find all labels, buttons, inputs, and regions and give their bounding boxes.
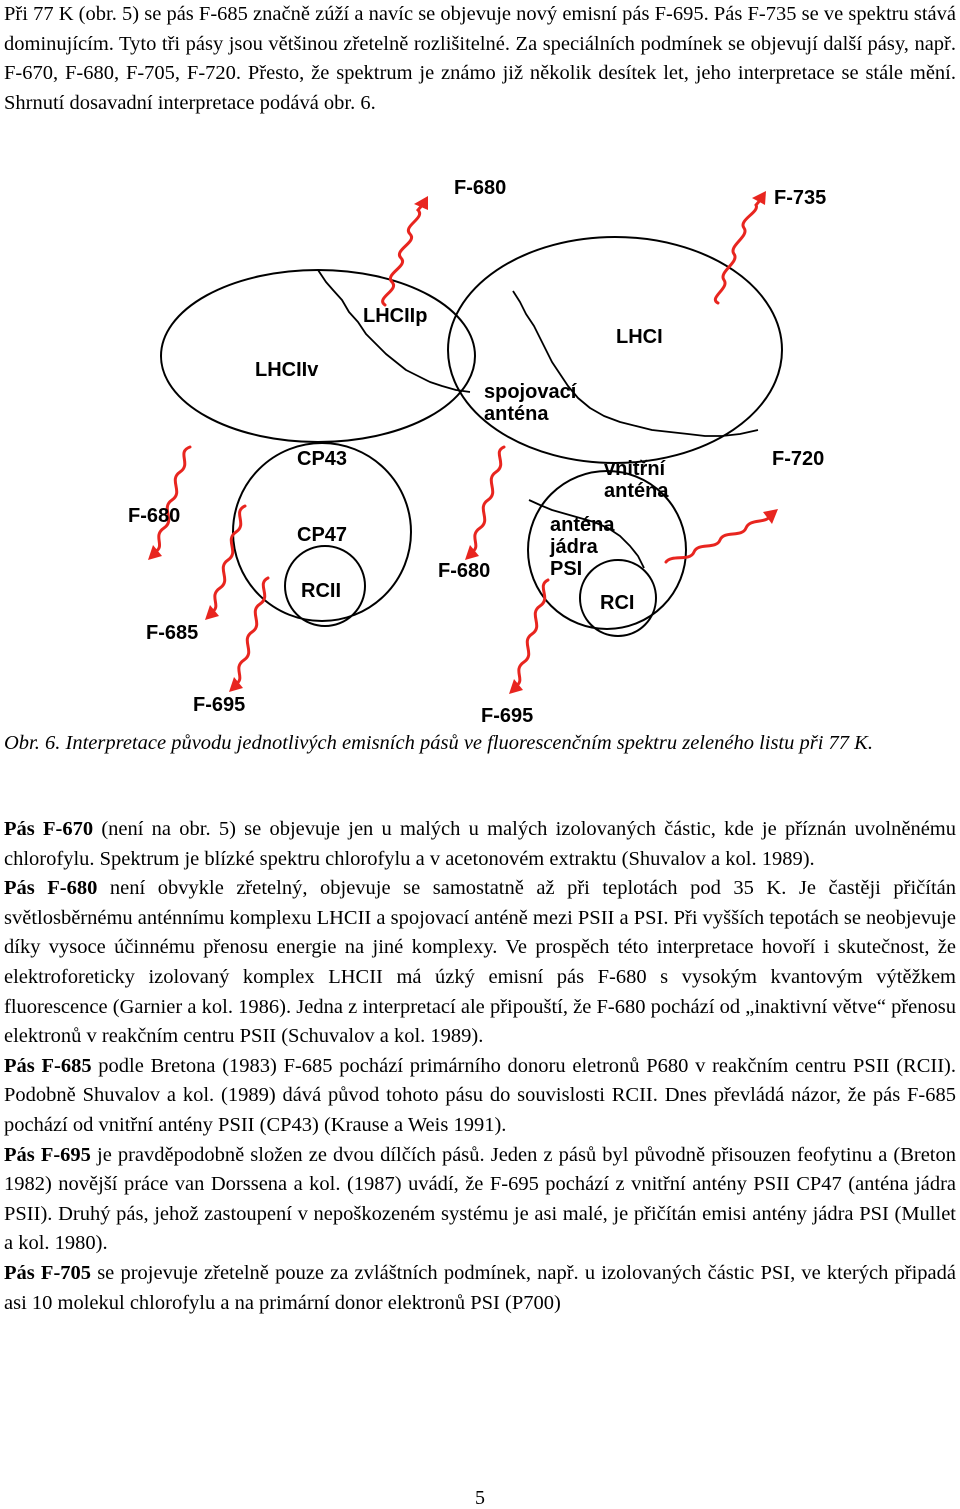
label-spojovaci: spojovací bbox=[484, 381, 577, 403]
emission-wave-f680-mid bbox=[472, 447, 504, 552]
label-vnitrni-antena: anténa bbox=[604, 480, 669, 502]
paragraph-lead: Pás F-685 bbox=[4, 1054, 92, 1077]
emission-wave-f695-right bbox=[516, 580, 548, 686]
label-spojovaci-antena: anténa bbox=[484, 403, 549, 425]
paragraph-f680 bbox=[4, 874, 956, 1052]
paragraph-text: podle Bretona (1983) F-685 pochází primárního donoru eletronů P680 v reakčním centru PSII (RCII). Podobně Shuvalov a kol. (1989) dává původ tohoto pásu do souvislosti RCII. Dnes převládá názor, že pás F-685 pochází od vnitřní antény PSII (CP43) (Krause a Weis 1991). bbox=[4, 1054, 956, 1136]
paragraph-text: není obvykle zřetelný, objevuje se samostatně až při teplotách pod 35 K. Je častěji přičítán světlosběrnému anténnímu komplexu LHCII a spojovací anténě mezi PSII a PSI. Při vyšších tepotách se neobjevuje díky vysoce účinnému přenosu energie na jiné komplexy. Ve prospěch této interpretace hovoří i skutečnost, že elektroforeticky izolovaný komplex LHCII má úzký emisní pás F-680 s vysokým kvantovým výtěžkem fluorescence (Garnier a kol. 1986). Jedna z interpretací ale připouští, že F-680 pochází od „inaktivní větve“ přenosu elektronů v reakčním centru PSII (Schuvalov a kol. 1989). bbox=[4, 877, 956, 1048]
label-lhci: LHCI bbox=[616, 326, 663, 348]
emission-wave-f695-left bbox=[236, 578, 268, 684]
paragraph-lead: Pás F-695 bbox=[4, 1143, 91, 1166]
paragraph-lead: Pás F-680 bbox=[4, 877, 98, 900]
label-antena-jadra-2: jádra bbox=[550, 536, 598, 558]
label-cp43: CP43 bbox=[297, 448, 348, 470]
intro-paragraph: Při 77 K (obr. 5) se pás F-685 značně zúží a navíc se objevuje nový emisní pás F-695. Pás F-735 se ve spektru stává dominujícím. Tyto tři pásy jsou většinou zřetelně rozlišitelné. Za speciálních podmínek se objevují další pásy, např. F-670, F-680, F-705, F-720. Přesto, že spektrum je známo již několik desítek let, jeho interpretace se stále mění. Shrnutí dosavadní interpretace podává obr. 6. bbox=[4, 3, 956, 114]
label-f680-mid: F-680 bbox=[438, 560, 491, 582]
label-f735: F-735 bbox=[774, 187, 827, 209]
fluorescence-diagram bbox=[0, 160, 960, 730]
emission-wave-f685 bbox=[212, 506, 245, 612]
body-text bbox=[4, 815, 956, 1318]
label-lhciip: LHCIIp bbox=[363, 305, 428, 327]
lhci-divider-line bbox=[513, 291, 758, 436]
label-f695-left: F-695 bbox=[193, 694, 246, 716]
label-rci: RCI bbox=[600, 592, 635, 614]
label-antena-jadra-1: anténa bbox=[550, 514, 615, 536]
arrowhead-f720 bbox=[763, 509, 778, 524]
paragraph-text: je pravděpodobně složen ze dvou dílčích pásů. Jeden z pásů byl původně přisouzen feofytinu a (Breton 1982) novější práce van Dorssena a kol. (1987) uvádí, že F-695 pochází z vnitřní antény PSII CP47 (anténa jádra PSII). Druhý pás, jehož zastoupení v nepoškozeném systému je asi malé, je přičítán emisi antény jádra PSI (Mullet a kol. 1980). bbox=[4, 1143, 956, 1255]
paragraph-text: se projevuje zřetelně pouze za zvláštních podmínek, např. u izolovaných částic PSI, ve kterých připadá asi 10 molekul chlorofylu a na primární donor elektronů PSI (P700) bbox=[4, 1261, 956, 1314]
label-f695-right: F-695 bbox=[481, 705, 534, 727]
paragraph-text: (není na obr. 5) se objevuje jen u malých u malých izolovaných částic, kde je příznán uvolněnému chlorofylu. Spektrum je blízké spektru chlorofylu a v acetonovém extraktu (Shuvalov a kol. 1989). bbox=[4, 818, 956, 870]
paragraph-f695 bbox=[4, 1141, 956, 1259]
lhcii-ellipse bbox=[161, 270, 475, 442]
paragraph-f705 bbox=[4, 1259, 956, 1318]
figure-6 bbox=[0, 160, 960, 730]
lhci-ellipse bbox=[448, 237, 782, 463]
paragraph-f685 bbox=[4, 1052, 956, 1141]
page-number: 5 bbox=[475, 1487, 485, 1509]
label-cp47: CP47 bbox=[297, 524, 348, 546]
label-vnitrni: vnitřní bbox=[604, 458, 666, 480]
label-f680-left: F-680 bbox=[128, 505, 181, 527]
paragraph-f670 bbox=[4, 815, 956, 874]
label-antena-jadra-3: PSI bbox=[550, 558, 583, 580]
label-f720: F-720 bbox=[772, 448, 825, 470]
label-f680-top: F-680 bbox=[454, 177, 507, 199]
emission-wave-f680-left bbox=[155, 447, 190, 552]
label-lhciiv: LHCIIv bbox=[255, 359, 319, 381]
paragraph-lead: Pás F-670 bbox=[4, 818, 94, 840]
figure-caption: Obr. 6. Interpretace původu jednotlivých emisních pásů ve fluorescenčním spektru zeleného listu při 77 K. bbox=[4, 732, 873, 754]
paragraph-lead: Pás F-705 bbox=[4, 1261, 92, 1284]
label-rcii: RCII bbox=[301, 580, 341, 602]
label-f685: F-685 bbox=[146, 622, 199, 644]
